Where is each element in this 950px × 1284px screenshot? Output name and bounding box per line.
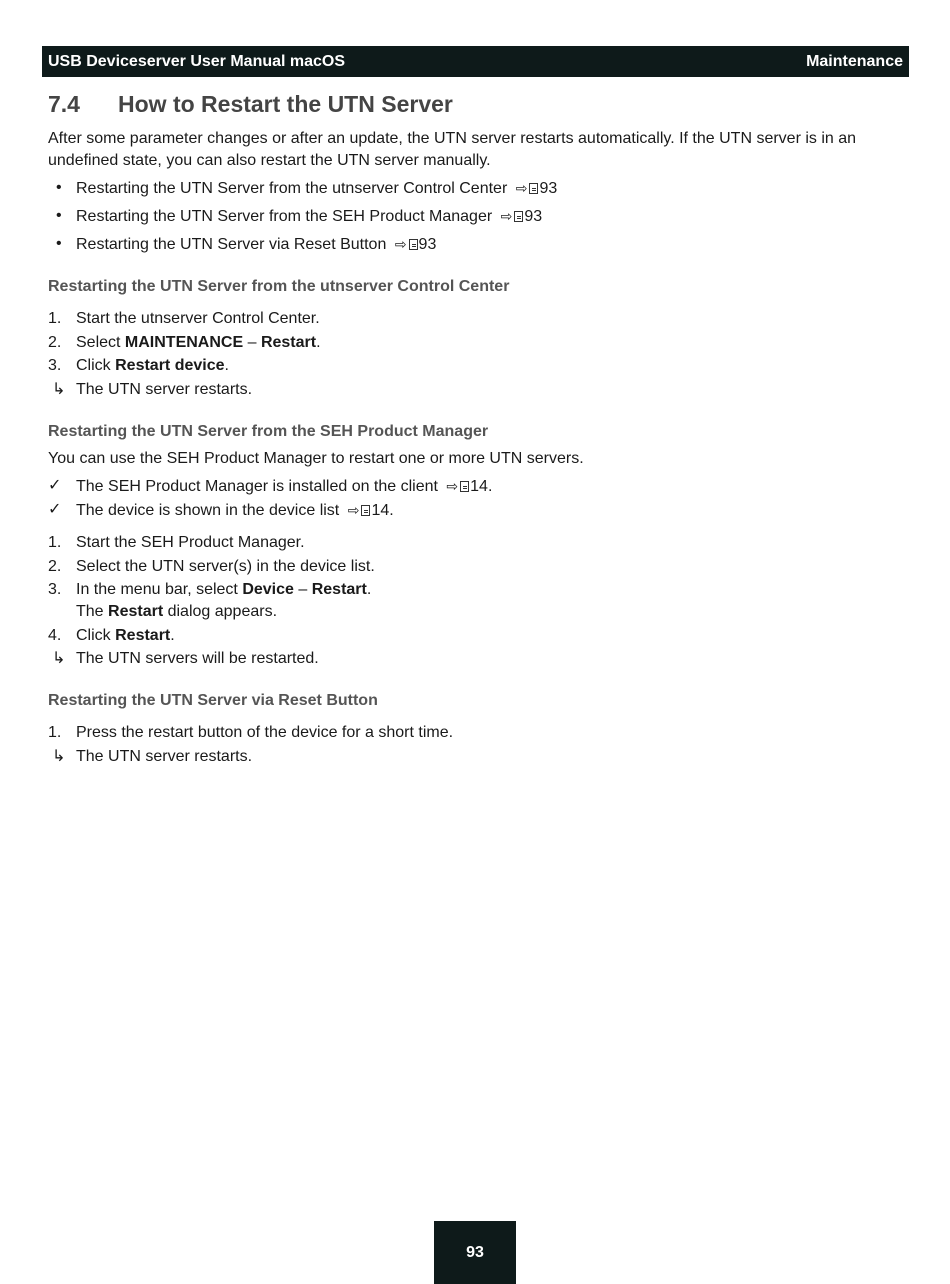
result bbox=[48, 746, 908, 768]
list-item bbox=[48, 233, 908, 256]
step-number: 2. bbox=[48, 557, 62, 575]
cross-reference-link[interactable]: Restarting the UTN Server via Reset Button bbox=[76, 236, 387, 253]
prerequisite: ✓ The SEH Product Manager is installed on the client ⇨ 14. bbox=[48, 476, 493, 495]
step-number: 2. bbox=[48, 333, 62, 351]
page-icon bbox=[514, 211, 523, 222]
prerequisite: ✓ The device is shown in the device list ⇨ 14. bbox=[48, 501, 394, 519]
section-number: 7.4 bbox=[48, 91, 80, 117]
result-arrow-icon: ↳ bbox=[52, 747, 66, 765]
subsection-heading-control-center: Restarting the UTN Server from the utnserver Control Center bbox=[48, 278, 510, 295]
section-heading bbox=[48, 88, 908, 120]
bullet-icon: • bbox=[56, 207, 62, 224]
manual-title: USB Deviceserver User Manual macOS bbox=[48, 52, 346, 70]
result bbox=[48, 379, 908, 401]
chapter-title: Maintenance bbox=[806, 52, 903, 70]
step-text: Start the utnserver Control Center. bbox=[76, 310, 320, 327]
intro-paragraph: After some parameter changes or after an update, the UTN server restarts automatically. If the UTN server is in an undefined state, you can also restart the UTN server manually. bbox=[48, 130, 857, 169]
subsection-heading-product-manager: Restarting the UTN Server from the SEH Product Manager bbox=[48, 422, 489, 440]
step bbox=[48, 556, 908, 578]
step-text: Click Restart. bbox=[76, 626, 175, 644]
cross-reference-link[interactable]: Restarting the UTN Server from the utnserver Control Center bbox=[76, 180, 508, 197]
step bbox=[48, 579, 908, 623]
step-text: Press the restart button of the device for a short time. bbox=[76, 724, 454, 741]
step bbox=[48, 355, 908, 377]
step-number: 3. bbox=[48, 581, 62, 598]
step-number: 3. bbox=[48, 357, 62, 374]
subsection-intro: You can use the SEH Product Manager to restart one or more UTN servers. bbox=[48, 449, 584, 467]
list-item bbox=[48, 205, 908, 228]
page-icon bbox=[529, 183, 538, 194]
step-number: 1. bbox=[48, 534, 62, 551]
page-reference[interactable]: 93 bbox=[539, 180, 558, 197]
arrow-icon: ⇨ bbox=[515, 180, 528, 196]
page-reference[interactable]: 14 bbox=[470, 477, 488, 495]
page-reference[interactable]: 14 bbox=[371, 502, 390, 519]
bullet-list bbox=[48, 177, 908, 256]
check-icon: ✓ bbox=[48, 476, 62, 494]
page-icon bbox=[409, 239, 418, 250]
step-text: Select MAINTENANCE – Restart. bbox=[76, 333, 321, 351]
step-text: Start the SEH Product Manager. bbox=[76, 534, 305, 551]
cross-reference-link[interactable]: Restarting the UTN Server from the SEH Product Manager bbox=[76, 208, 493, 225]
page-icon bbox=[460, 481, 469, 492]
step-text: Click Restart device. bbox=[76, 357, 229, 374]
section-title: How to Restart the UTN Server bbox=[118, 91, 453, 117]
step-number: 4. bbox=[48, 626, 62, 644]
arrow-icon: ⇨ bbox=[347, 502, 360, 518]
page-number-box bbox=[434, 1221, 516, 1284]
result-text: The UTN servers will be restarted. bbox=[76, 650, 319, 667]
bullet-icon: • bbox=[56, 235, 62, 252]
bullet-icon: • bbox=[56, 179, 62, 196]
result-arrow-icon: ↳ bbox=[52, 650, 66, 667]
result bbox=[48, 648, 908, 670]
step bbox=[48, 308, 908, 330]
step-text: Select the UTN server(s) in the device list. bbox=[76, 557, 375, 575]
step-number: 1. bbox=[48, 310, 62, 327]
step bbox=[48, 625, 908, 647]
step-number: 1. bbox=[48, 724, 62, 741]
step-text: In the menu bar, select Device – Restart. The Restart dialog appears. bbox=[76, 581, 372, 620]
result-text: The UTN server restarts. bbox=[76, 380, 253, 398]
check-icon: ✓ bbox=[48, 501, 62, 518]
step bbox=[48, 532, 908, 554]
result-arrow-icon: ↳ bbox=[52, 380, 66, 398]
page-reference[interactable]: 93 bbox=[418, 236, 437, 253]
page-reference[interactable]: 93 bbox=[524, 208, 543, 225]
arrow-icon: ⇨ bbox=[394, 236, 407, 252]
prerequisite-text: The SEH Product Manager is installed on the client bbox=[76, 477, 438, 495]
prerequisite-text: The device is shown in the device list bbox=[76, 502, 340, 519]
page-number: 93 bbox=[466, 1243, 484, 1261]
page-content bbox=[48, 88, 908, 768]
step bbox=[48, 722, 908, 744]
arrow-icon: ⇨ bbox=[500, 208, 513, 224]
page-icon bbox=[361, 505, 370, 516]
list-item bbox=[48, 177, 908, 200]
arrow-icon: ⇨ bbox=[446, 477, 459, 494]
step bbox=[48, 332, 908, 354]
result-text: The UTN server restarts. bbox=[76, 747, 253, 765]
subsection-heading-reset-button: Restarting the UTN Server via Reset Button bbox=[48, 692, 378, 709]
page-header bbox=[42, 46, 909, 77]
